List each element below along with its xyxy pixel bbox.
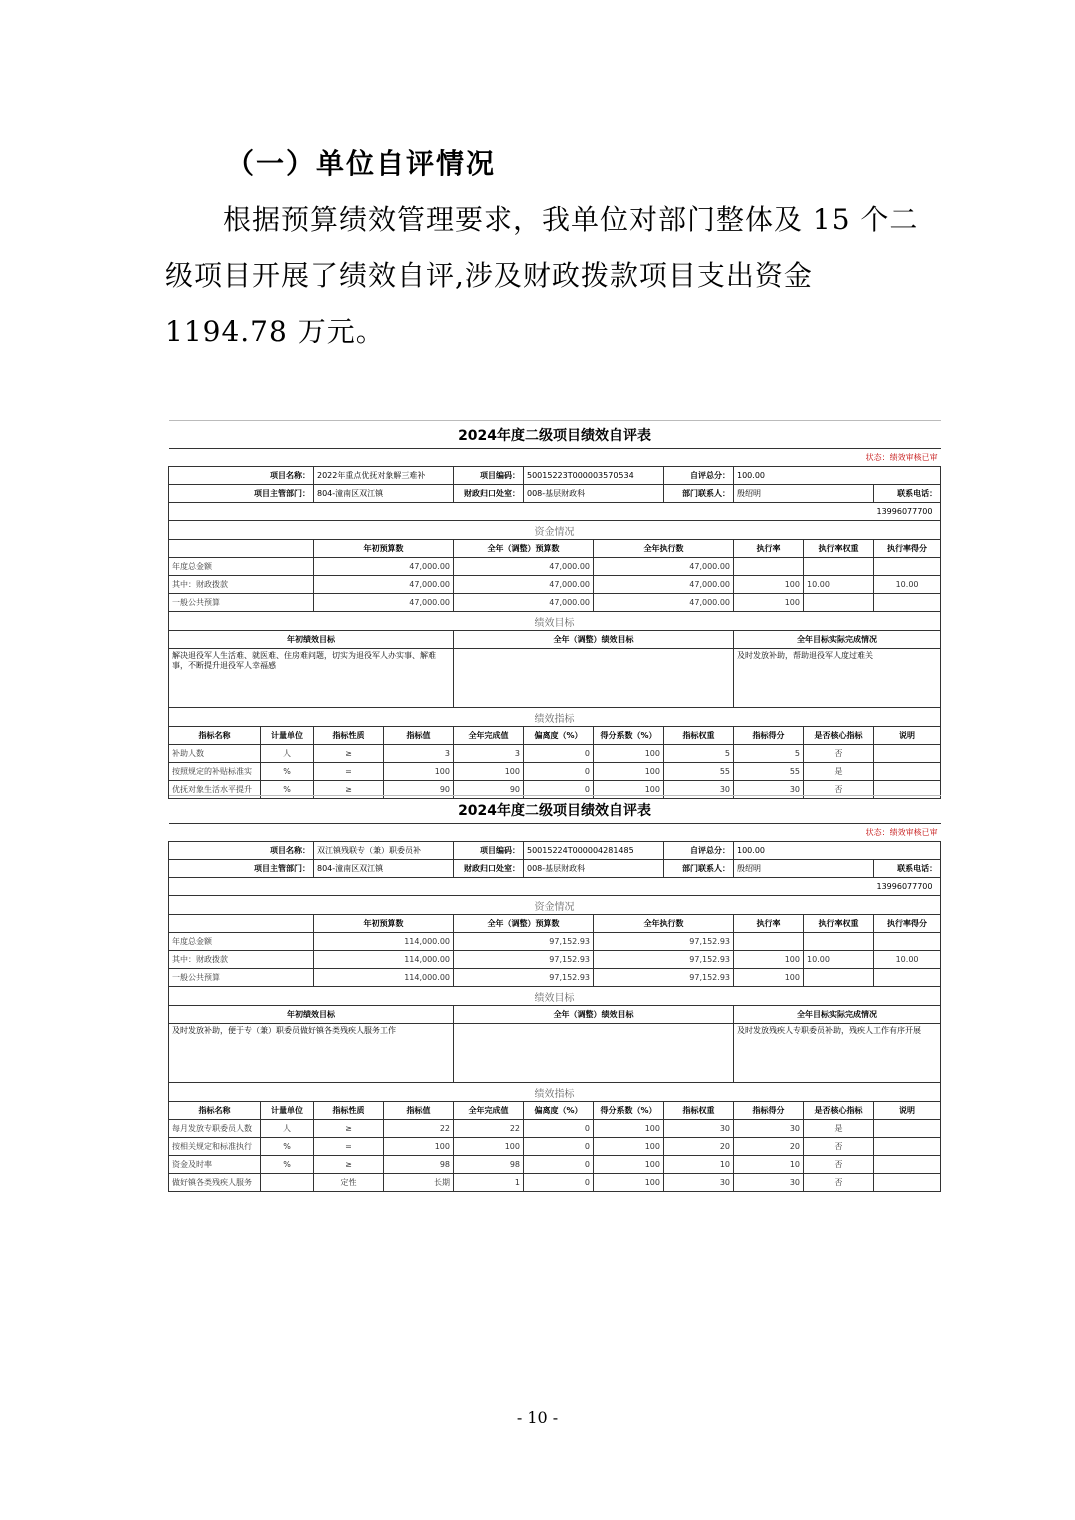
phone-cell (874, 485, 941, 503)
funds-row-label: 一般公共预算 (169, 594, 314, 612)
indicator-weight: 30 (664, 1174, 734, 1192)
project-code-label: 项目编码： (454, 842, 524, 860)
indicator-header: 指标权重 (664, 1102, 734, 1120)
indicator-done: 3 (454, 745, 524, 763)
indicator-weight: 5 (664, 745, 734, 763)
indicator-coef: 100 (594, 763, 664, 781)
indicator-coef: 100 (594, 1174, 664, 1192)
phone-value: 13996077700 (874, 503, 941, 521)
indicator-coef: 100 (594, 745, 664, 763)
indicator-nature: = (314, 763, 384, 781)
indicator-header: 是否核心指标 (804, 1102, 874, 1120)
col-rate-score: 执行率得分 (874, 540, 941, 558)
funds-executed: 47,000.00 (594, 576, 734, 594)
funds-row (169, 594, 941, 612)
indicator-core: 否 (804, 745, 874, 763)
funds-row (169, 969, 941, 987)
indicator-nature: ≥ (314, 1120, 384, 1138)
funds-initial: 47,000.00 (314, 594, 454, 612)
funds-weight: 10.00 (804, 576, 874, 594)
self-score-label: 自评总分： (664, 467, 734, 485)
phone-spacer (169, 503, 874, 521)
indicator-score: 10 (734, 1156, 804, 1174)
indicators-section-title: 绩效指标 (169, 1083, 941, 1102)
project-name-value: 2022年重点优抚对象解三难补 (314, 467, 454, 485)
funds-blank-header (169, 540, 314, 558)
col-initial-budget: 年初预算数 (314, 915, 454, 933)
funds-rate (734, 933, 804, 951)
col-rate: 执行率 (734, 540, 804, 558)
indicator-weight: 10 (664, 1156, 734, 1174)
dept-label: 项目主管部门： (169, 485, 314, 503)
goal-initial-text: 解决退役军人生活难、就医难、住房难问题，切实为退役军人办实事、解难事，不断提升退役军人幸福感 (169, 649, 454, 708)
contact-label: 部门联系人： (664, 485, 734, 503)
indicator-header: 偏离度（%） (524, 727, 594, 745)
indicator-unit: % (261, 781, 314, 799)
funds-score: 10.00 (874, 576, 941, 594)
contact-value: 殷绍明 (734, 485, 874, 503)
indicator-header: 指标权重 (664, 727, 734, 745)
funds-weight: 10.00 (804, 951, 874, 969)
col-rate-weight: 执行率权重 (804, 540, 874, 558)
indicator-row (169, 1138, 941, 1156)
funds-executed: 47,000.00 (594, 594, 734, 612)
indicator-header: 计量单位 (261, 727, 314, 745)
funds-adjusted: 47,000.00 (454, 594, 594, 612)
indicators-section-title: 绩效指标 (169, 708, 941, 727)
indicator-header: 是否核心指标 (804, 727, 874, 745)
self-score-value: 100.00 (734, 842, 941, 860)
indicator-value: 90 (384, 781, 454, 799)
goal-initial-text: 及时发放补助，便于专（兼）职委员做好镇各类残疾人服务工作 (169, 1024, 454, 1083)
indicator-done: 22 (454, 1120, 524, 1138)
contact-value: 殷绍明 (734, 860, 874, 878)
indicator-note (874, 1174, 941, 1192)
phone-label: 联系电话： (897, 489, 938, 498)
indicator-done: 90 (454, 781, 524, 799)
self-score-value: 100.00 (734, 467, 941, 485)
indicator-coef: 100 (594, 1156, 664, 1174)
indicator-header: 偏离度（%） (524, 1102, 594, 1120)
funds-row-label: 年度总金额 (169, 558, 314, 576)
indicator-row (169, 1156, 941, 1174)
indicator-core: 否 (804, 1138, 874, 1156)
status-badge: 状态：绩效审核已审 (169, 449, 941, 467)
evaluation-table-1 (168, 420, 940, 799)
project-name-label: 项目名称： (169, 842, 314, 860)
indicator-score: 30 (734, 1120, 804, 1138)
self-score-label: 自评总分： (664, 842, 734, 860)
table-title: 2024年度二级项目绩效自评表 (169, 796, 941, 824)
indicator-value: 22 (384, 1120, 454, 1138)
indicator-name: 优抚对象生活水平提升 (169, 781, 261, 799)
indicator-name: 按照规定的补贴标准实 (169, 763, 261, 781)
goal-actual-header: 全年目标实际完成情况 (734, 1006, 941, 1024)
evaluation-table-2 (168, 795, 940, 1192)
indicator-note (874, 745, 941, 763)
funds-rate: 100 (734, 594, 804, 612)
goal-adjusted-text (454, 1024, 734, 1083)
indicator-name: 资金及时率 (169, 1156, 261, 1174)
indicator-weight: 55 (664, 763, 734, 781)
intro-paragraph-text: 根据预算绩效管理要求，我单位对部门整体及 15 个二级项目开展了绩效自评,涉及财政拨款项目支出资金 1194.78 万元。 (165, 203, 919, 348)
indicator-done: 98 (454, 1156, 524, 1174)
project-code-label: 项目编码： (454, 467, 524, 485)
funds-score (874, 933, 941, 951)
dept-value: 804-潼南区双江镇 (314, 485, 454, 503)
indicator-core: 否 (804, 781, 874, 799)
funds-initial: 114,000.00 (314, 933, 454, 951)
indicator-done: 100 (454, 1138, 524, 1156)
table-title: 2024年度二级项目绩效自评表 (169, 421, 941, 449)
indicator-dev: 0 (524, 1156, 594, 1174)
indicator-value: 100 (384, 763, 454, 781)
goals-section-title: 绩效目标 (169, 612, 941, 631)
indicator-weight: 20 (664, 1138, 734, 1156)
col-executed: 全年执行数 (594, 915, 734, 933)
phone-cell (874, 860, 941, 878)
funds-row (169, 951, 941, 969)
indicator-header: 指标名称 (169, 727, 261, 745)
funds-rate: 100 (734, 576, 804, 594)
indicator-nature: ≥ (314, 745, 384, 763)
funds-row (169, 558, 941, 576)
section-heading: （一）单位自评情况 (226, 147, 497, 180)
funds-score: 10.00 (874, 951, 941, 969)
funds-blank-header (169, 915, 314, 933)
indicator-header: 指标得分 (734, 1102, 804, 1120)
project-code-value: 50015223T000003570534 (524, 467, 664, 485)
indicator-dev: 0 (524, 763, 594, 781)
funds-adjusted: 97,152.93 (454, 951, 594, 969)
status-badge: 状态：绩效审核已审 (169, 824, 941, 842)
finance-office-value: 008-基层财政科 (524, 485, 664, 503)
dept-value: 804-潼南区双江镇 (314, 860, 454, 878)
indicator-row (169, 745, 941, 763)
phone-label: 联系电话： (897, 864, 938, 873)
indicator-header: 全年完成值 (454, 727, 524, 745)
funds-score (874, 594, 941, 612)
col-adjusted-budget: 全年（调整）预算数 (454, 540, 594, 558)
goal-adjusted-header: 全年（调整）绩效目标 (454, 631, 734, 649)
indicator-name: 补助人数 (169, 745, 261, 763)
funds-rate (734, 558, 804, 576)
indicator-row (169, 1174, 941, 1192)
indicator-weight: 30 (664, 781, 734, 799)
funds-weight (804, 594, 874, 612)
indicator-row (169, 763, 941, 781)
goal-adjusted-text (454, 649, 734, 708)
indicator-value: 100 (384, 1138, 454, 1156)
indicator-unit (261, 1174, 314, 1192)
indicator-name: 做好镇各类残疾人服务 (169, 1174, 261, 1192)
indicator-header: 得分系数（%） (594, 1102, 664, 1120)
goals-section-title: 绩效目标 (169, 987, 941, 1006)
indicator-score: 55 (734, 763, 804, 781)
funds-rate: 100 (734, 951, 804, 969)
page-number: - 10 - (516, 1408, 559, 1427)
goal-actual-text: 及时发放残疾人专职委员补助，残疾人工作有序开展 (734, 1024, 941, 1083)
indicator-value: 98 (384, 1156, 454, 1174)
goal-actual-header: 全年目标实际完成情况 (734, 631, 941, 649)
funds-initial: 114,000.00 (314, 951, 454, 969)
funds-section-title: 资金情况 (169, 521, 941, 540)
indicator-unit: 人 (261, 1120, 314, 1138)
indicator-score: 30 (734, 1174, 804, 1192)
goal-actual-text: 及时发放补助，帮助退役军人度过难关 (734, 649, 941, 708)
indicator-nature: ≥ (314, 1156, 384, 1174)
indicator-score: 30 (734, 781, 804, 799)
phone-value: 13996077700 (874, 878, 941, 896)
indicator-value: 3 (384, 745, 454, 763)
indicator-coef: 100 (594, 781, 664, 799)
funds-rate: 100 (734, 969, 804, 987)
funds-initial: 47,000.00 (314, 558, 454, 576)
indicator-header: 指标值 (384, 727, 454, 745)
funds-row-label: 其中：财政拨款 (169, 951, 314, 969)
indicator-core: 是 (804, 763, 874, 781)
indicator-weight: 30 (664, 1120, 734, 1138)
indicator-header: 全年完成值 (454, 1102, 524, 1120)
goal-adjusted-header: 全年（调整）绩效目标 (454, 1006, 734, 1024)
indicator-dev: 0 (524, 1138, 594, 1156)
indicator-header: 指标值 (384, 1102, 454, 1120)
funds-score (874, 558, 941, 576)
indicator-header: 得分系数（%） (594, 727, 664, 745)
funds-executed: 97,152.93 (594, 951, 734, 969)
goal-initial-header: 年初绩效目标 (169, 631, 454, 649)
indicator-note (874, 1156, 941, 1174)
funds-row (169, 576, 941, 594)
indicator-core: 否 (804, 1156, 874, 1174)
finance-office-value: 008-基层财政科 (524, 860, 664, 878)
funds-weight (804, 969, 874, 987)
funds-initial: 114,000.00 (314, 969, 454, 987)
funds-adjusted: 47,000.00 (454, 558, 594, 576)
goal-initial-header: 年初绩效目标 (169, 1006, 454, 1024)
indicator-core: 否 (804, 1174, 874, 1192)
funds-adjusted: 47,000.00 (454, 576, 594, 594)
indicator-header: 说明 (874, 1102, 941, 1120)
indicator-header: 指标性质 (314, 1102, 384, 1120)
project-name-value: 双江镇残联专（兼）职委员补 (314, 842, 454, 860)
indicator-score: 5 (734, 745, 804, 763)
funds-executed: 47,000.00 (594, 558, 734, 576)
col-rate-weight: 执行率权重 (804, 915, 874, 933)
indicator-core: 是 (804, 1120, 874, 1138)
funds-executed: 97,152.93 (594, 933, 734, 951)
indicator-nature: = (314, 1138, 384, 1156)
indicator-dev: 0 (524, 745, 594, 763)
indicator-nature: 定性 (314, 1174, 384, 1192)
dept-label: 项目主管部门： (169, 860, 314, 878)
indicator-value: 长期 (384, 1174, 454, 1192)
indicator-row (169, 1120, 941, 1138)
intro-paragraph (165, 192, 925, 360)
indicator-unit: % (261, 1156, 314, 1174)
indicator-done: 1 (454, 1174, 524, 1192)
finance-office-label: 财政归口处室： (454, 860, 524, 878)
col-rate: 执行率 (734, 915, 804, 933)
indicator-nature: ≥ (314, 781, 384, 799)
indicator-done: 100 (454, 763, 524, 781)
col-adjusted-budget: 全年（调整）预算数 (454, 915, 594, 933)
indicator-header: 指标性质 (314, 727, 384, 745)
finance-office-label: 财政归口处室： (454, 485, 524, 503)
indicator-header: 说明 (874, 727, 941, 745)
indicator-note (874, 1120, 941, 1138)
funds-row-label: 一般公共预算 (169, 969, 314, 987)
indicator-coef: 100 (594, 1120, 664, 1138)
indicator-note (874, 1138, 941, 1156)
col-rate-score: 执行率得分 (874, 915, 941, 933)
funds-initial: 47,000.00 (314, 576, 454, 594)
indicator-dev: 0 (524, 1120, 594, 1138)
indicator-name: 按相关规定和标准执行 (169, 1138, 261, 1156)
indicator-name: 每月发放专职委员人数 (169, 1120, 261, 1138)
funds-row (169, 933, 941, 951)
phone-spacer (169, 878, 874, 896)
funds-adjusted: 97,152.93 (454, 969, 594, 987)
contact-label: 部门联系人： (664, 860, 734, 878)
funds-weight (804, 558, 874, 576)
indicator-unit: % (261, 763, 314, 781)
indicator-header: 指标名称 (169, 1102, 261, 1120)
indicator-header: 指标得分 (734, 727, 804, 745)
funds-weight (804, 933, 874, 951)
indicator-note (874, 763, 941, 781)
indicator-dev: 0 (524, 781, 594, 799)
col-executed: 全年执行数 (594, 540, 734, 558)
funds-score (874, 969, 941, 987)
project-code-value: 50015224T000004281485 (524, 842, 664, 860)
indicator-dev: 0 (524, 1174, 594, 1192)
funds-section-title: 资金情况 (169, 896, 941, 915)
project-name-label: 项目名称： (169, 467, 314, 485)
indicator-unit: 人 (261, 745, 314, 763)
funds-adjusted: 97,152.93 (454, 933, 594, 951)
funds-executed: 97,152.93 (594, 969, 734, 987)
indicator-header: 计量单位 (261, 1102, 314, 1120)
col-initial-budget: 年初预算数 (314, 540, 454, 558)
funds-row-label: 其中：财政拨款 (169, 576, 314, 594)
indicator-coef: 100 (594, 1138, 664, 1156)
indicator-score: 20 (734, 1138, 804, 1156)
indicator-unit: % (261, 1138, 314, 1156)
funds-row-label: 年度总金额 (169, 933, 314, 951)
